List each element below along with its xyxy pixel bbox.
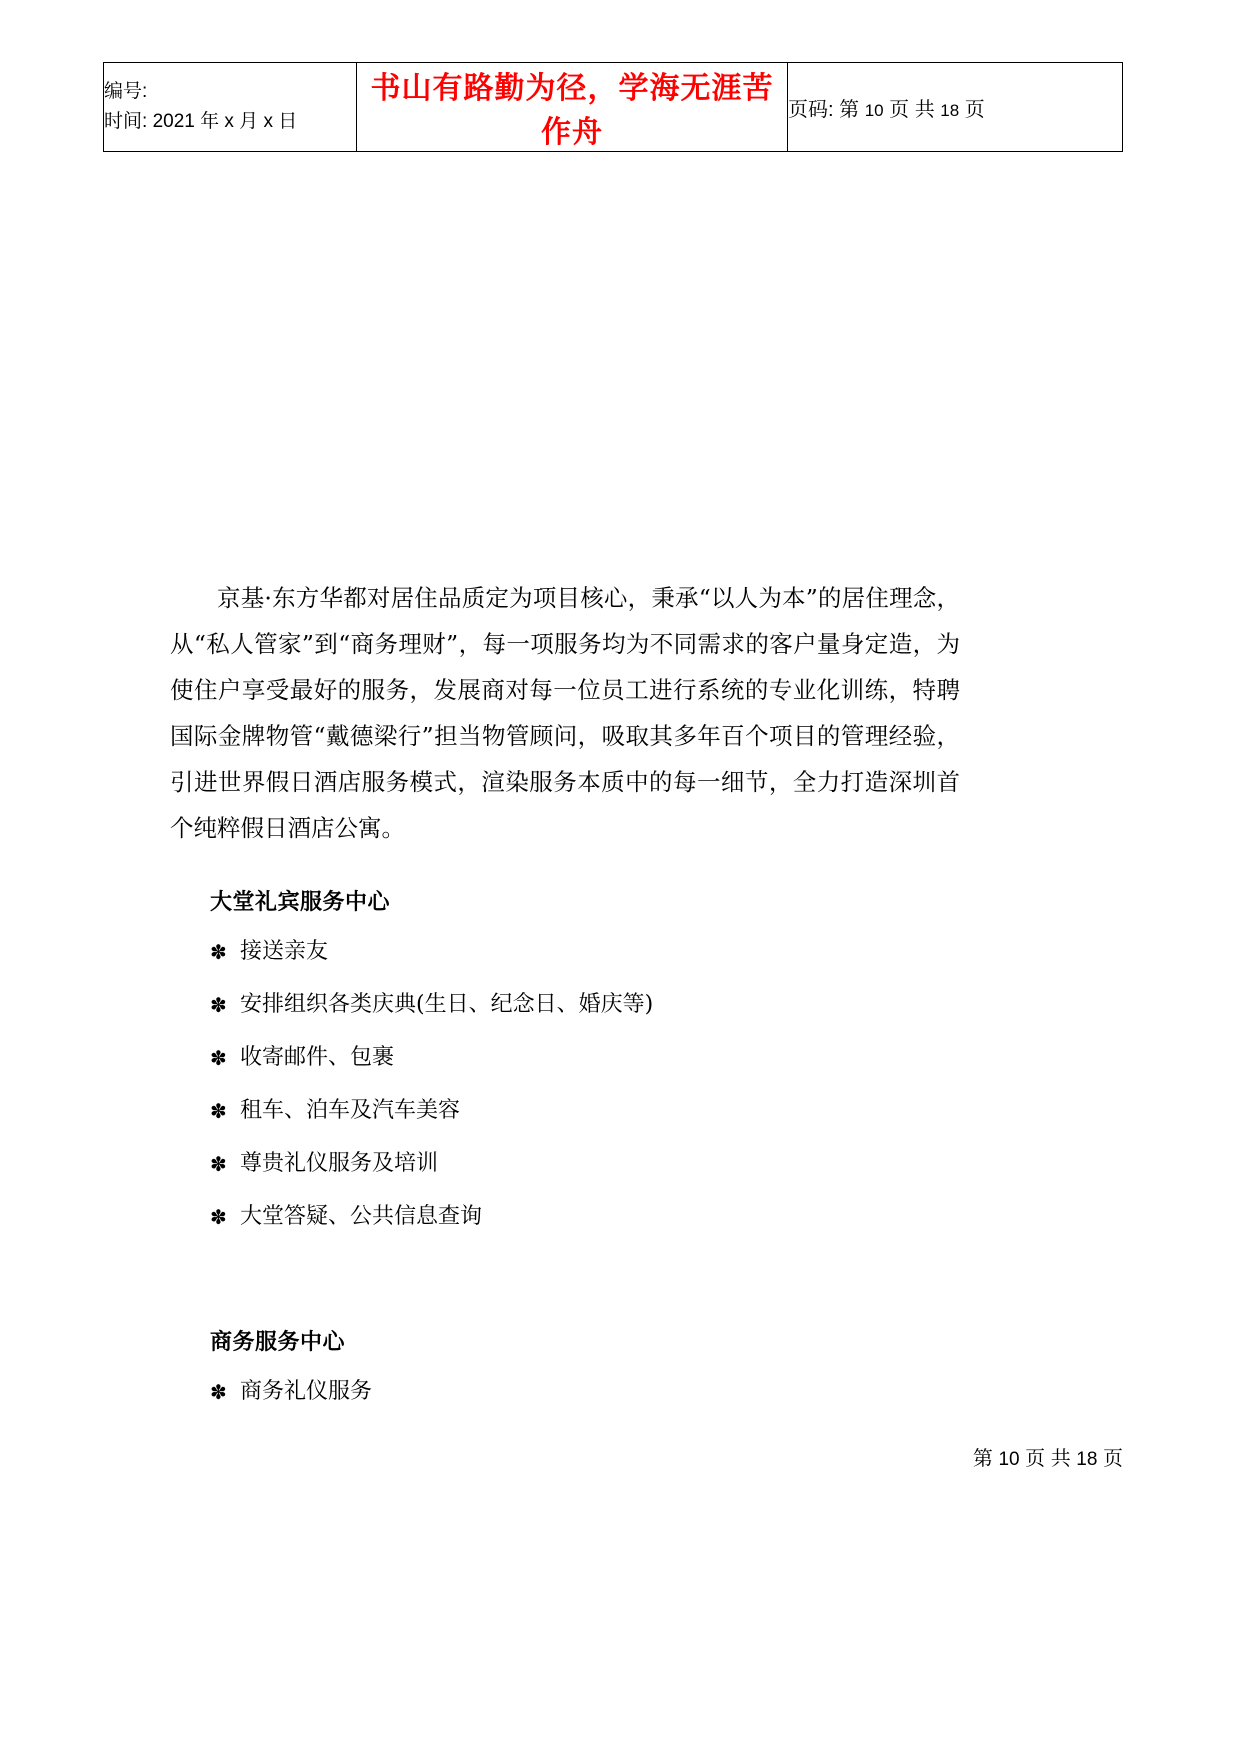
- header-page-prefix: 第: [839, 98, 860, 121]
- list-item: [210, 938, 990, 966]
- list-item: [210, 991, 990, 1019]
- list-item: [210, 1203, 990, 1231]
- header-page-current: 10: [864, 100, 884, 120]
- header-time-line: [104, 107, 356, 137]
- list-item-label: 接送亲友: [240, 939, 329, 964]
- asterisk-icon: ✽: [210, 1099, 227, 1123]
- asterisk-icon: ✽: [210, 993, 227, 1017]
- header-meta-cell: [104, 63, 357, 152]
- section-title: 商务服务中心: [210, 1330, 346, 1355]
- section-bullet-list: [170, 938, 990, 1231]
- page-header-table: [103, 62, 1123, 152]
- header-pagination-cell: [788, 63, 1123, 152]
- list-item-label: 商务礼仪服务: [240, 1379, 373, 1404]
- asterisk-icon: ✽: [210, 1152, 227, 1176]
- header-page-suffix: 页: [964, 98, 985, 121]
- list-item: [210, 1044, 990, 1072]
- footer-suffix: 页: [1103, 1448, 1123, 1470]
- section-bullet-list: [170, 1378, 990, 1406]
- page-footer: [973, 1442, 1123, 1471]
- footer-middle: 页 共: [1025, 1448, 1071, 1470]
- list-item-label: 收寄邮件、包裹: [240, 1045, 395, 1070]
- main-paragraph: 京基·东方华都对居住品质定为项目核心，秉承“以人为本”的居住理念，从“私人管家”到“商务理财”，每一项服务均为不同需求的客户量身定造，为使住户享受最好的服务，发展商对每一位员工进行系统的专业化训练，特聘国际金牌物管“戴德梁行”担当物管顾问，吸取其多年百个项目的管理经验，引进世界假日酒店服务模式，渲染服务本质中的每一细节，全力打造深圳首个纯粹假日酒店公寓。: [170, 584, 960, 842]
- footer-current-page: 10: [998, 1449, 1020, 1470]
- header-time-value: 2021 年 x 月 x 日: [152, 111, 298, 132]
- list-item-label: 尊贵礼仪服务及培训: [240, 1151, 439, 1176]
- asterisk-icon: ✽: [210, 940, 227, 964]
- header-page-total: 18: [940, 100, 960, 120]
- list-item-label: 大堂答疑、公共信息查询: [240, 1204, 483, 1229]
- section-business-service: [170, 1325, 990, 1431]
- section-title: 大堂礼宾服务中心: [210, 890, 391, 915]
- list-item-label: 安排组织各类庆典(生日、纪念日、婚庆等): [240, 992, 654, 1017]
- footer-total-pages: 18: [1076, 1449, 1098, 1470]
- header-time-label: 时间:: [104, 111, 148, 132]
- list-item: [210, 1097, 990, 1125]
- asterisk-icon: ✽: [210, 1046, 227, 1070]
- footer-prefix: 第: [972, 1448, 993, 1470]
- list-item: [210, 1378, 990, 1406]
- asterisk-icon: ✽: [210, 1380, 227, 1404]
- header-page-middle: 页 共: [889, 98, 935, 121]
- section-lobby-concierge: [170, 885, 990, 1256]
- list-item: [210, 1150, 990, 1178]
- header-number-label: 编号:: [104, 81, 148, 102]
- list-item-label: 租车、泊车及汽车美容: [240, 1098, 461, 1123]
- asterisk-icon: ✽: [210, 1205, 227, 1229]
- header-row: [104, 63, 1123, 152]
- header-page-label: 页码:: [788, 98, 834, 121]
- header-slogan-cell: 书山有路勤为径，学海无涯苦作舟: [357, 63, 788, 152]
